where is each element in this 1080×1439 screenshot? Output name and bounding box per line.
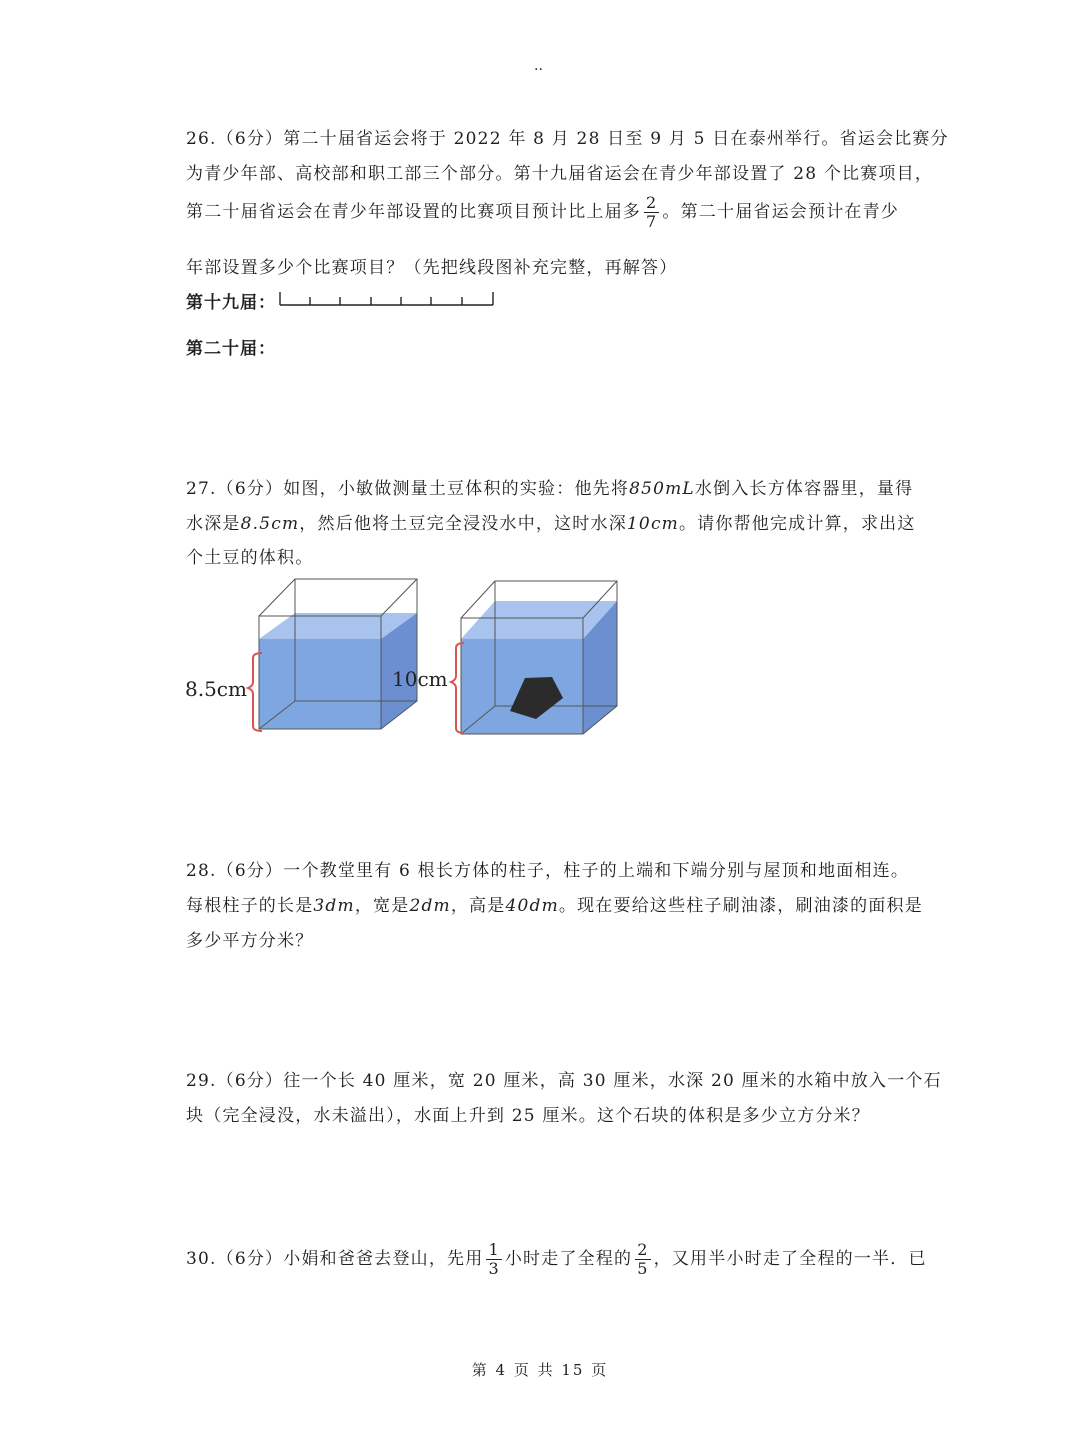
fraction-1-3 [486,1241,501,1278]
fraction-denominator: 3 [488,1259,500,1278]
q28-length: 3dm [313,896,355,916]
q27-volume-850ml: 850mL [629,479,695,499]
fraction-numerator: 1 [488,1240,500,1259]
q30-text: 小时走了全程的 [504,1249,633,1269]
container-left [185,579,417,731]
page-footer: 第 4 页 共 15 页 [471,1361,609,1379]
q26-line-3-text-b: 。第二十届省运会预计在青少 [662,202,899,222]
fraction-2-5 [635,1241,650,1278]
q30-text: ，又用半小时走了全程的一半．已 [653,1249,927,1269]
segment-diagram-19th [278,289,498,311]
q28-line-2 [186,891,923,916]
q28-width: 2dm [409,896,451,916]
label-8-5cm: 8.5cm [185,677,247,701]
label-20th: 第二十届： [186,339,276,359]
q26-line-1: 26.（6分）第二十届省运会将于 2022 年 8 月 28 日至 9 月 5 日在泰州举行。省运会比赛分 [186,129,949,149]
q28-text: 。现在要给这些柱子刷油漆，刷油漆的面积是 [558,896,923,916]
fraction-numerator: 2 [646,193,658,212]
q28-height: 40dm [505,896,559,916]
fraction-denominator: 7 [646,212,658,231]
q29-line-1: 29.（6分）往一个长 40 厘米，宽 20 厘米，高 30 厘米，水深 20 厘米的水箱中放入一个石 [186,1071,942,1091]
label-10cm: 10cm [392,667,448,691]
header-marks: .. [534,58,543,74]
fraction-numerator: 2 [637,1240,649,1259]
q29-line-2: 块（完全浸没，水未溢出），水面上升到 25 厘米。这个石块的体积是多少立方分米？ [186,1106,870,1126]
q26-line-4: 年部设置多少个比赛项目？（先把线段图补充完整，再解答） [186,258,678,278]
q26-line-3 [186,194,899,231]
q27-text: 27.（6分）如图，小敏做测量土豆体积的实验：他先将 [186,479,630,499]
q28-line-1: 28.（6分）一个教堂里有 6 根长方体的柱子，柱子的上端和下端分别与屋顶和地面相连。 [186,861,910,881]
label-19th: 第十九届： [186,293,276,313]
q28-text: ，高是 [450,896,506,916]
fraction-denominator: 5 [637,1259,649,1278]
fraction-2-7 [644,194,659,231]
q27-text: 水深是 [186,514,241,534]
q30-text: 30.（6分）小娟和爸爸去登山，先用 [186,1249,484,1269]
q27-text: 水倒入长方体容器里，量得 [694,479,914,499]
q27-line-1 [186,474,913,499]
container-figure [180,576,640,742]
q28-text: 每根柱子的长是 [186,896,314,916]
q27-line-2 [186,509,916,534]
q27-depth-8-5: 8.5cm [240,514,300,534]
q26-line-2: 为青少年部、高校部和职工部三个部分。第十九届省运会在青少年部设置了 28 个比赛项目， [186,164,934,184]
q28-text: ，宽是 [354,896,410,916]
q27-depth-10: 10cm [626,514,679,534]
q26-line-3-text-a: 第二十届省运会在青少年部设置的比赛项目预计比上届多 [186,202,641,222]
q27-text: 。请你帮他完成计算，求出这 [678,514,916,534]
q28-line-3: 多少平方分米？ [186,931,314,951]
q27-line-3: 个土豆的体积。 [186,548,314,568]
q30-line-1 [186,1241,927,1278]
container-right [392,581,617,734]
q27-text: ，然后他将土豆完全浸没水中，这时水深 [299,514,627,534]
